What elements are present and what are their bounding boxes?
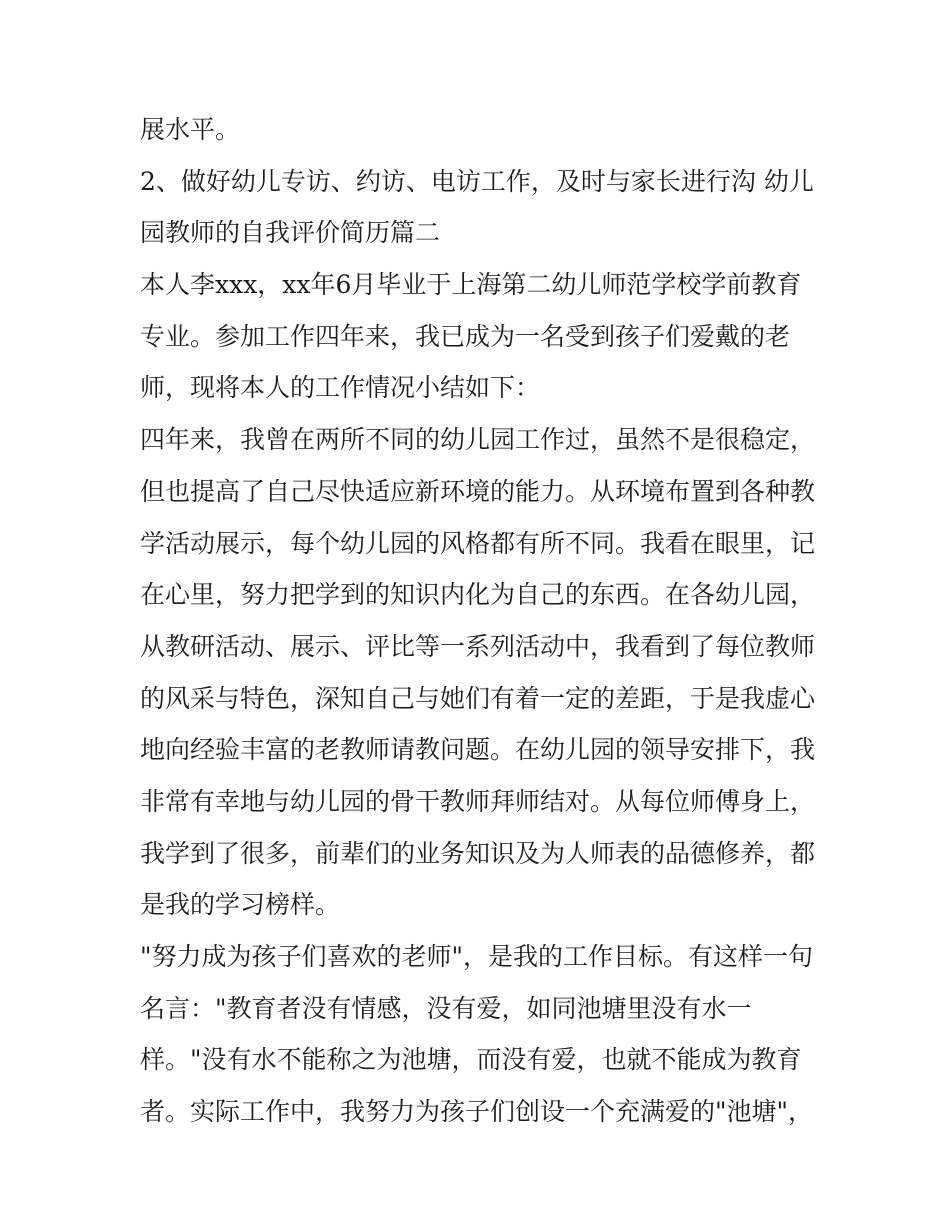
text-line: 的风采与特色，深知自己与她们有着一定的差距，于是我虚心 [140, 683, 816, 713]
text-line: 四年来，我曾在两所不同的幼儿园工作过，虽然不是很稳定， [140, 425, 816, 455]
text-line: 者。实际工作中，我努力为孩子们创设一个充满爱的"池塘"， [140, 1097, 814, 1127]
text-line: 非常有幸地与幼儿园的骨干教师拜师结对。从每位师傅身上， [140, 786, 816, 816]
body-text [140, 104, 820, 1138]
text-line: 我学到了很多，前辈们的业务知识及为人师表的品德修养，都 [140, 838, 816, 868]
text-line: 地向经验丰富的老教师请教问题。在幼儿园的领导安排下，我 [140, 735, 816, 765]
text-line: 园教师的自我评价简历篇二 [140, 218, 441, 248]
text-line: 样。"没有水不能称之为池塘，而没有爱，也就不能成为教育 [140, 1045, 802, 1075]
text-line: 本人李xxx，xx年6月毕业于上海第二幼儿师范学校学前教育 [140, 270, 802, 300]
text-line: 在心里，努力把学到的知识内化为自己的东西。在各幼儿园， [140, 580, 816, 610]
text-line: 2、做好幼儿专访、约访、电访工作，及时与家长进行沟 幼儿 [140, 166, 814, 196]
text-line: 是我的学习榜样。 [140, 890, 341, 920]
text-line: 名言："教育者没有情感，没有爱，如同池塘里没有水一 [140, 993, 752, 1023]
text-line: 专业。参加工作四年来，我已成为一名受到孩子们爱戴的老 [140, 321, 791, 351]
text-line: 学活动展示，每个幼儿园的风格都有所不同。我看在眼里，记 [140, 528, 816, 558]
text-line: 但也提高了自己尽快适应新环境的能力。从环境布置到各种教 [140, 476, 816, 506]
text-line: 展水平。 [140, 115, 241, 144]
text-line: 从教研活动、展示、评比等一系列活动中，我看到了每位教师 [140, 631, 816, 661]
text-line: 师，现将本人的工作情况小结如下： [140, 373, 541, 403]
text-line: "努力成为孩子们喜欢的老师"，是我的工作目标。有这样一句 [140, 942, 814, 971]
